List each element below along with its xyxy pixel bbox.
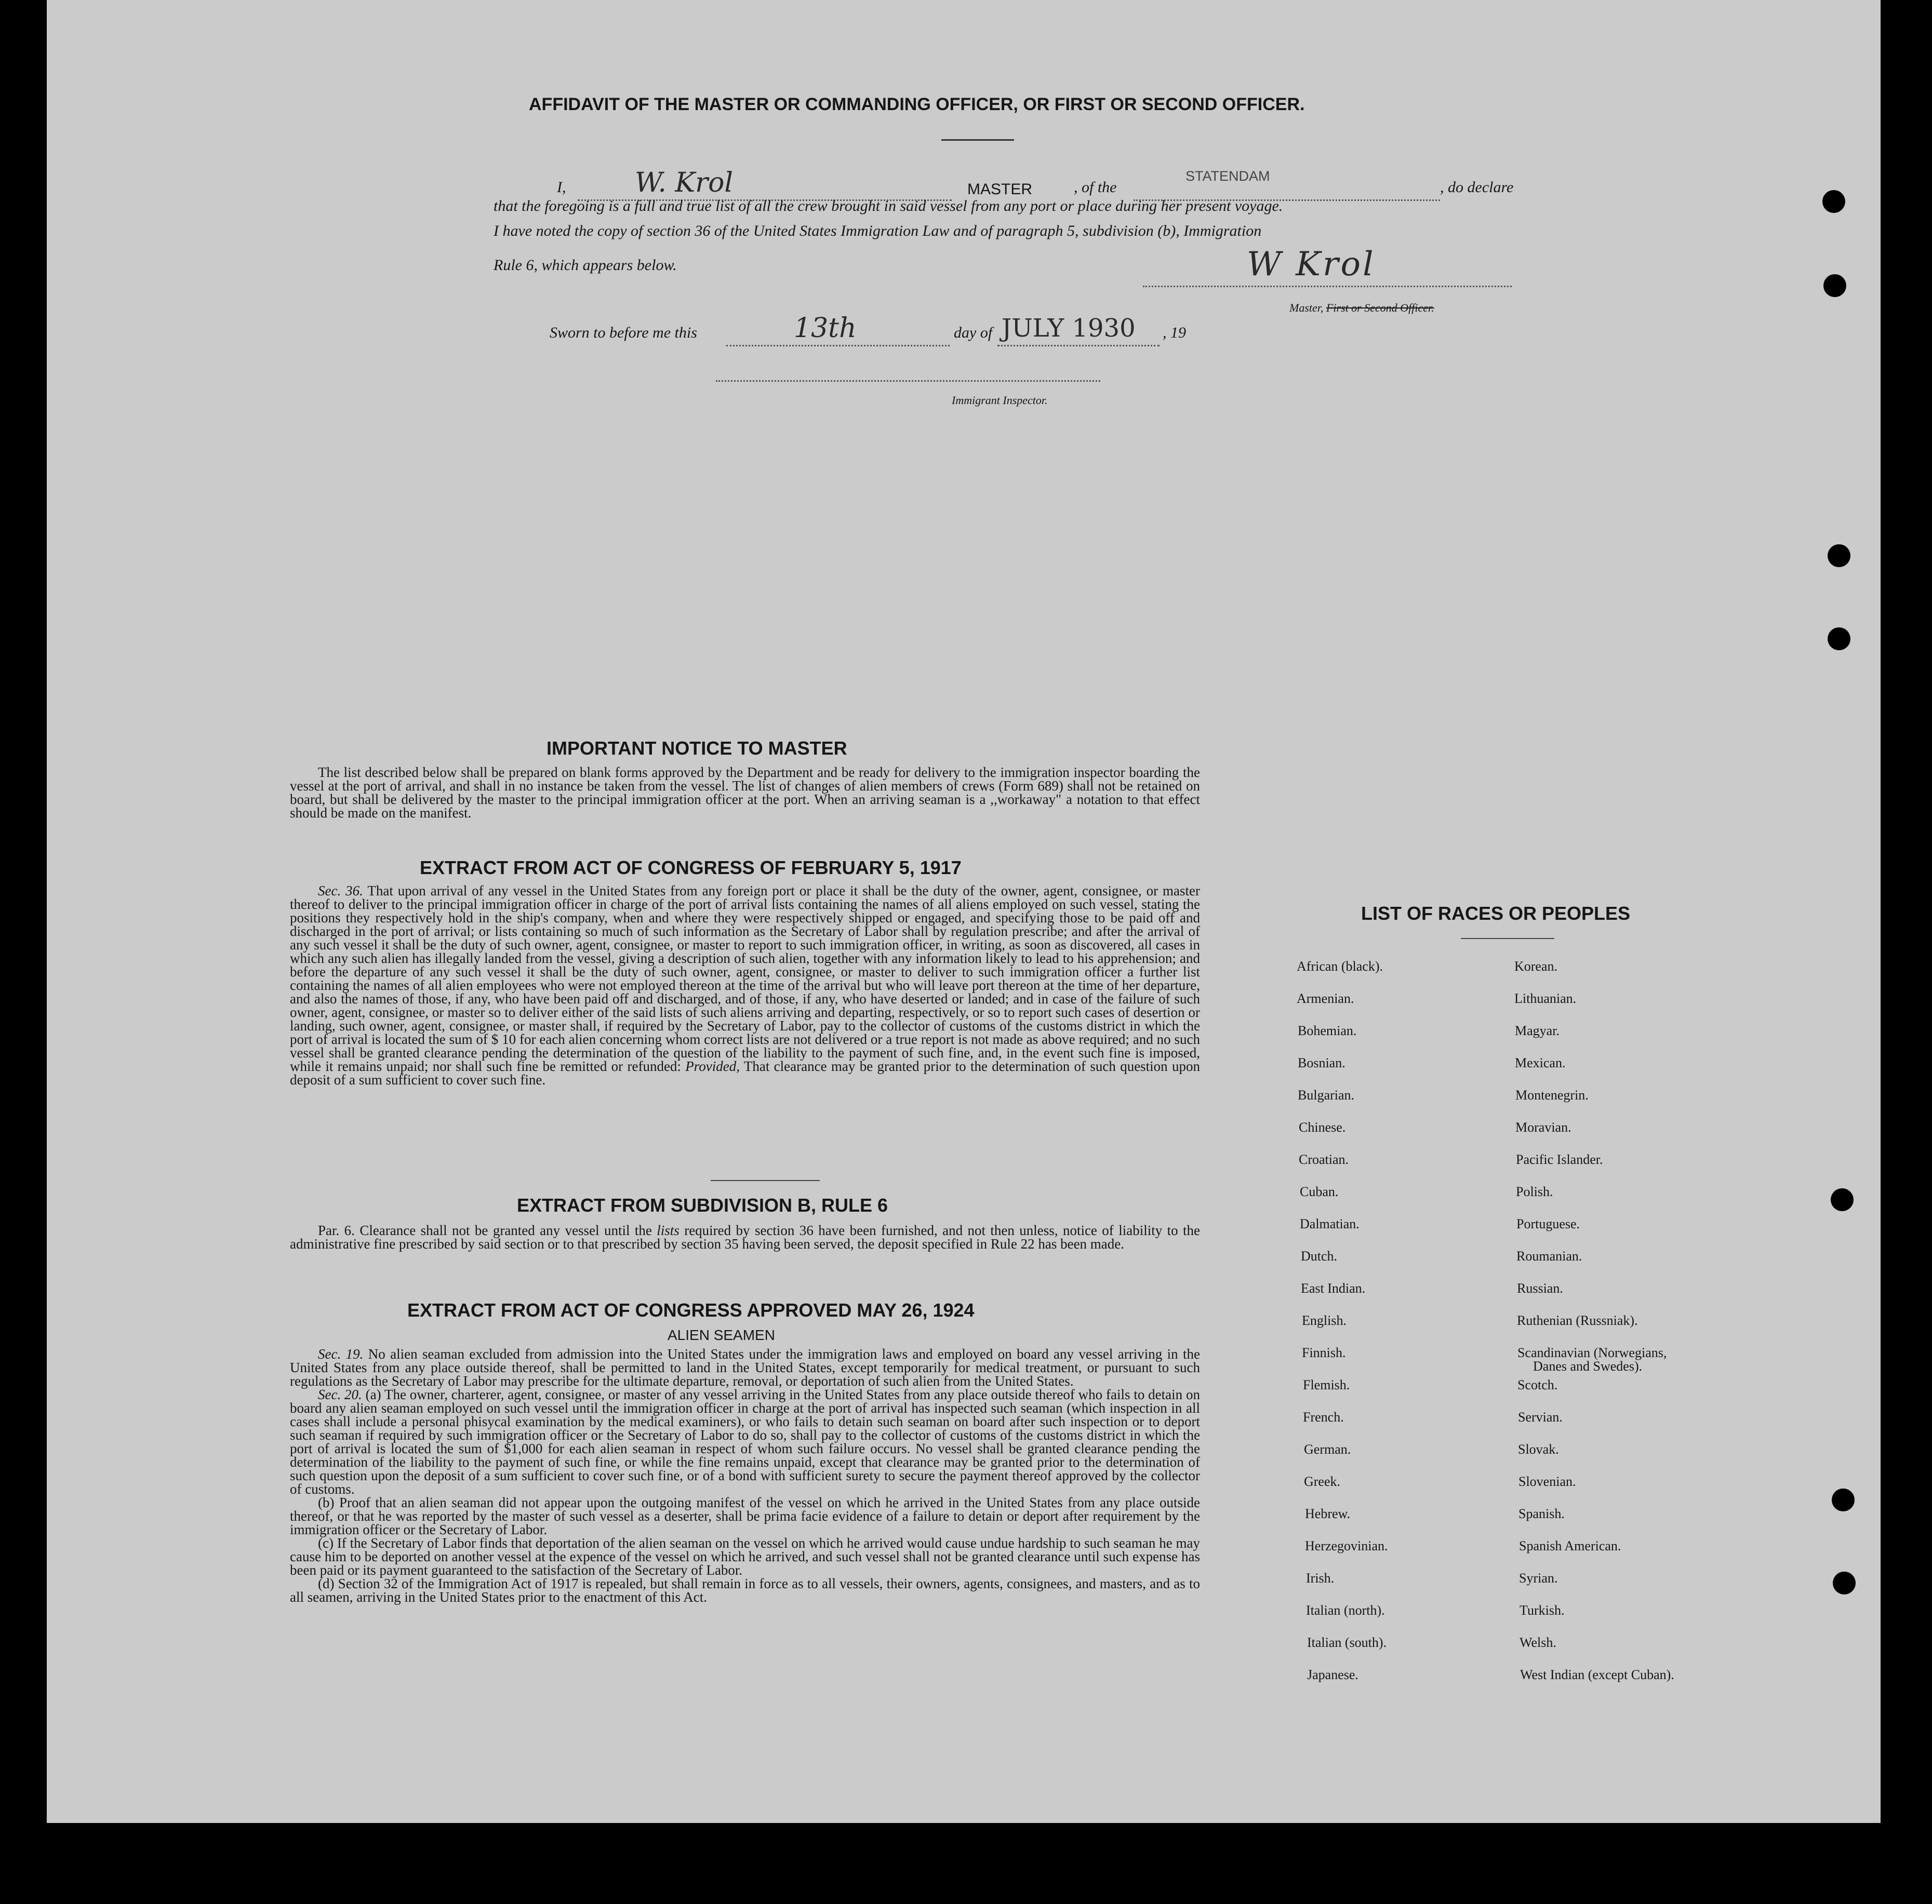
race-right-6: Pacific Islander. [1516, 1152, 1603, 1167]
race-right-20: Turkish. [1520, 1603, 1565, 1618]
sworn-month-year: JULY 1930 [1002, 314, 1136, 343]
race-right-5: Moravian. [1515, 1120, 1571, 1135]
race-left-6: Croatian. [1299, 1152, 1349, 1167]
sec19-label: Sec. 19. [318, 1346, 364, 1362]
race-right-2: Magyar. [1515, 1023, 1560, 1038]
race-left-1: Armenian. [1297, 991, 1354, 1006]
sec20a-main: (a) The owner, charterer, agent, consignee, or master of any vessel arriving in the United States from any place outside thereof who fails to detain on board any alien seaman employed on such vessel until the immigration officer in charge at the port of arrival has inspected such seaman (which inspection in all cases shall include a personal phisycal examination by the medical examiners), or who fails to detain such seaman on board after such inspection or to deport such seaman if required by such immigration officer or the Secretary of Labor to do so, shall pay to the collector of customs of the customs district in which the port of arrival is located the sum of $1,000 for each alien seaman in respect of whom such failure occurs. No vessel shall be granted clearance pending the determination of the liability to the payment of such fine, or while the fine remains unpaid, except that clearance may be granted prior to the determination of such question upon the deposit of a sum sufficient to cover such fine, or of a bond with sufficient surety to secure the payment thereof approved by the collector of customs. [290, 1387, 1200, 1497]
race-left-3: Bosnian. [1298, 1055, 1345, 1070]
vessel-name: STATENDAM [1185, 168, 1270, 184]
sec20b-text: (b) Proof that an alien seaman did not appear upon the outgoing manifest of the vessel on which he arrived in the United States from any place outside thereof, or that he was reported by the master of such vessel as a deserter, shall be prima facie evidence of a failure to detain or deport after requirement by the immigration officer or the Secretary of Labor. [290, 1495, 1200, 1537]
race-left-4: Bulgarian. [1298, 1088, 1355, 1103]
sworn-day: 13th [794, 313, 857, 344]
race-right-17: Spanish. [1518, 1506, 1565, 1521]
punch-hole [1833, 1572, 1856, 1594]
sec20d-text: (d) Section 32 of the Immigration Act of 1917 is repealed, but shall remain in force as to all vessels, their owners, agents, consignees, and masters, and as to all seamen, arriving in the United States prior to the enactment of this Act. [290, 1576, 1200, 1605]
race-left-21: Italian (south). [1307, 1635, 1387, 1650]
race-right-16: Slovenian. [1518, 1474, 1576, 1489]
rule6-title: EXTRACT FROM SUBDIVISION B, RULE 6 [517, 1195, 888, 1216]
sec36-text [290, 884, 1200, 1087]
punch-hole [1831, 1188, 1854, 1211]
race-right-11: Ruthenian (Russniak). [1517, 1313, 1638, 1328]
race-right-21: Welsh. [1520, 1635, 1556, 1650]
sec36-end: That clearance may be granted prior to the determination of such question upon deposit of a sum sufficient to cover such fine. [290, 1058, 1201, 1088]
race-left-5: Chinese. [1299, 1120, 1346, 1135]
sec36-main: That upon arrival of any vessel in the United States from any foreign port or place it shall be the duty of the owner, agent, consignee, or master thereof to deliver to the principal immigration officer in charge of the port of arrival lists containing the names of all aliens employed on such vessel, stating the positions they respectively hold in the ship's company, when and where they were respectively shipped or engaged, and specifying those to be paid off and discharged in the port of arrival; or lists containing so much of such information as the Secretary of Labor shall by regulation prescribe; and after the arrival of any such vessel it shall be the duty of such owner, agent, consignee, or master to report to such immigration officer, in writing, as soon as discovered, all cases in which any such alien has illegally landed from the vessel, giving a description of such alien, together with any information likely to lead to his apprehension; and before the departure of any such vessel it shall be the duty of such owner, agent, consignee, or master to deliver to such immigration officer a further list containing the names of all alien employees who were not employed thereon at the time of the arrival but who will leave port thereon at the time of her departure, and also the names of those, if any, who have been paid off and discharged, and of those, if any, who have deserted or landed; and in case of the failure of such owner, agent, consignee, or master so to deliver either of the said lists of such aliens arriving and departing, respectively, or so to report such cases of desertion or landing, such owner, agent, consignee, or master shall, if required by the Secretary of Labor, pay to the collector of customs of the customs district in which the port of arrival is located the sum of $ 10 for each alien concerning whom correct lists are not delivered or a true report is not made as above required; and no such vessel shall be granted clearance pending the determination of the question of the liability to the payment of such fine, and, in the event such fine is imposed, while it remains unpaid; nor shall such fine be remitted or refunded: [290, 883, 1201, 1074]
race-left-20: Italian (north). [1306, 1603, 1385, 1618]
affidavit-line3: I have noted the copy of section 36 of the United States Immigration Law and of paragraph 5, subdivision (b), Immigration [494, 222, 1262, 239]
race-right-12-cont: Danes and Swedes). [1533, 1359, 1643, 1374]
notice-text: The list described below shall be prepared on blank forms approved by the Department and be ready for delivery to the immigration inspector boarding the vessel at the port of arrival, and shall in no instance be taken from the vessel. The list of changes of alien members of crews (Form 689) shall not be retained on board, but shall be delivered by the master to the principal immigration officer at the port. When an arriving seaman is a ,,workaway" a notation to that effect should be made on the manifest. [290, 765, 1200, 821]
punch-hole [1823, 274, 1846, 297]
divider-1 [711, 1180, 820, 1181]
do-declare: , do declare [1440, 179, 1514, 196]
par6-label: Par. 6. [318, 1223, 355, 1238]
race-left-15: German. [1304, 1442, 1351, 1457]
sec20c-text: (c) If the Secretary of Labor finds that deportation of the alien seaman on the vessel on which he arrived would cause undue hardship to such seaman he may cause him to be deported on another vessel at the expence of the vessel on which he arrived, and such vessel shall not be granted clearance until such expense has been paid or its payment guaranteed to the satisfaction of the Secretary of Labor. [290, 1535, 1200, 1578]
rule6-text-a: Clearance shall not be granted any vessel until the [359, 1223, 652, 1238]
sworn-line [550, 312, 1225, 348]
race-left-18: Herzegovinian. [1305, 1538, 1388, 1553]
extract-1917-title: EXTRACT FROM ACT OF CONGRESS OF FEBRUARY 5, 1917 [420, 857, 962, 878]
race-left-13: Flemish. [1303, 1377, 1350, 1392]
document-page [47, 0, 1881, 1823]
affidavit-line2: that the foregoing is a full and true list of all the crew brought in said vessel from any port or place during her present voyage. [494, 197, 1283, 214]
rule6-body [290, 1224, 1200, 1251]
day-of-label: day of [954, 324, 993, 341]
race-left-14: French. [1303, 1410, 1344, 1425]
race-left-0: African (black). [1297, 959, 1383, 974]
races-title: LIST OF RACES OR PEOPLES [1361, 903, 1631, 924]
inspector-signature-line [716, 380, 1100, 382]
sec36-label: Sec. 36. [318, 883, 363, 899]
extract-1917-body [290, 884, 1200, 1087]
sec20-label: Sec. 20. [318, 1387, 362, 1402]
race-right-13: Scotch. [1517, 1377, 1558, 1392]
year-suffix: , 19 [1163, 324, 1186, 341]
race-right-8: Portuguese. [1516, 1216, 1580, 1231]
affidavit-line4: Rule 6, which appears below. [494, 257, 677, 274]
race-right-14: Servian. [1518, 1410, 1563, 1425]
race-left-11: English. [1302, 1313, 1347, 1328]
master-name: W. Krol [635, 167, 734, 198]
race-left-7: Cuban. [1300, 1184, 1339, 1199]
race-right-4: Montenegrin. [1515, 1088, 1589, 1103]
race-right-19: Syrian. [1519, 1571, 1558, 1586]
affidavit-title: AFFIDAVIT OF THE MASTER OR COMMANDING OFFICER, OR FIRST OR SECOND OFFICER. [529, 95, 1305, 114]
race-right-7: Polish. [1516, 1184, 1553, 1199]
race-right-0: Korean. [1514, 959, 1558, 974]
race-left-17: Hebrew. [1305, 1506, 1351, 1521]
race-left-19: Irish. [1306, 1571, 1335, 1586]
extract-1924-title: EXTRACT FROM ACT OF CONGRESS APPROVED MAY 26, 1924 [407, 1299, 975, 1321]
race-right-12: Scandinavian (Norwegians, [1517, 1345, 1667, 1360]
rule6-text-b: required by section 36 have been furnished, and not then unless, notice of liability to the administrative fine prescribed by said section or to that prescribed by section 35 having been served, the deposit specified in Rule 22 has been made. [290, 1223, 1200, 1252]
notice-body [290, 766, 1200, 820]
race-left-8: Dalmatian. [1300, 1216, 1360, 1231]
sworn-label: Sworn to before me this [550, 324, 697, 341]
punch-hole [1822, 190, 1845, 213]
punch-hole [1828, 627, 1850, 650]
sec19-main: No alien seaman excluded from admission into the United States under the immigration laws and employed on board any vessel arriving in the United States from any place outside thereof, shall be permitted to land in the United States, except temporarily for medical treatment, or pursuant to such regulations as the Secretary of Labor may prescribe for the ultimate departure, removal, or deportation of such alien from the United States. [290, 1346, 1201, 1389]
caption-struck: First or Second Officer. [1326, 301, 1434, 314]
inspector-caption: Immigrant Inspector. [952, 394, 1048, 407]
punch-hole [1832, 1489, 1855, 1511]
i-label: I, [557, 179, 566, 196]
race-right-3: Mexican. [1515, 1055, 1566, 1070]
sec20a-text [290, 1388, 1200, 1496]
race-left-2: Bohemian. [1298, 1023, 1357, 1038]
race-left-10: East Indian. [1301, 1281, 1366, 1296]
race-left-12: Finnish. [1302, 1345, 1346, 1360]
extract-1924-body [290, 1347, 1200, 1604]
race-left-22: Japanese. [1307, 1667, 1358, 1682]
race-right-22: West Indian (except Cuban). [1520, 1667, 1674, 1682]
race-right-10: Russian. [1517, 1281, 1563, 1296]
races-underline [1461, 938, 1554, 939]
race-left-9: Dutch. [1301, 1249, 1338, 1264]
punch-hole [1828, 544, 1850, 567]
notice-title: IMPORTANT NOTICE TO MASTER [547, 738, 847, 759]
race-right-9: Roumanian. [1516, 1249, 1582, 1264]
provided-label: Provided, [685, 1058, 740, 1074]
race-left-16: Greek. [1304, 1474, 1341, 1489]
race-right-1: Lithuanian. [1514, 991, 1577, 1006]
signature-caption [1289, 301, 1434, 315]
title-underline [941, 139, 1014, 141]
race-right-18: Spanish American. [1519, 1538, 1621, 1553]
rank-stamp: MASTER [967, 181, 1033, 198]
caption-master: Master, [1289, 301, 1324, 314]
race-right-15: Slovak. [1518, 1442, 1559, 1457]
signature-line [1143, 286, 1512, 287]
alien-seamen-subtitle: ALIEN SEAMEN [668, 1327, 775, 1343]
rule6-text [290, 1224, 1200, 1251]
master-signature: W Krol [1247, 245, 1376, 284]
of-the-label: , of the [1074, 179, 1117, 196]
sec19-text [290, 1347, 1200, 1388]
lists-word: lists [657, 1223, 679, 1238]
